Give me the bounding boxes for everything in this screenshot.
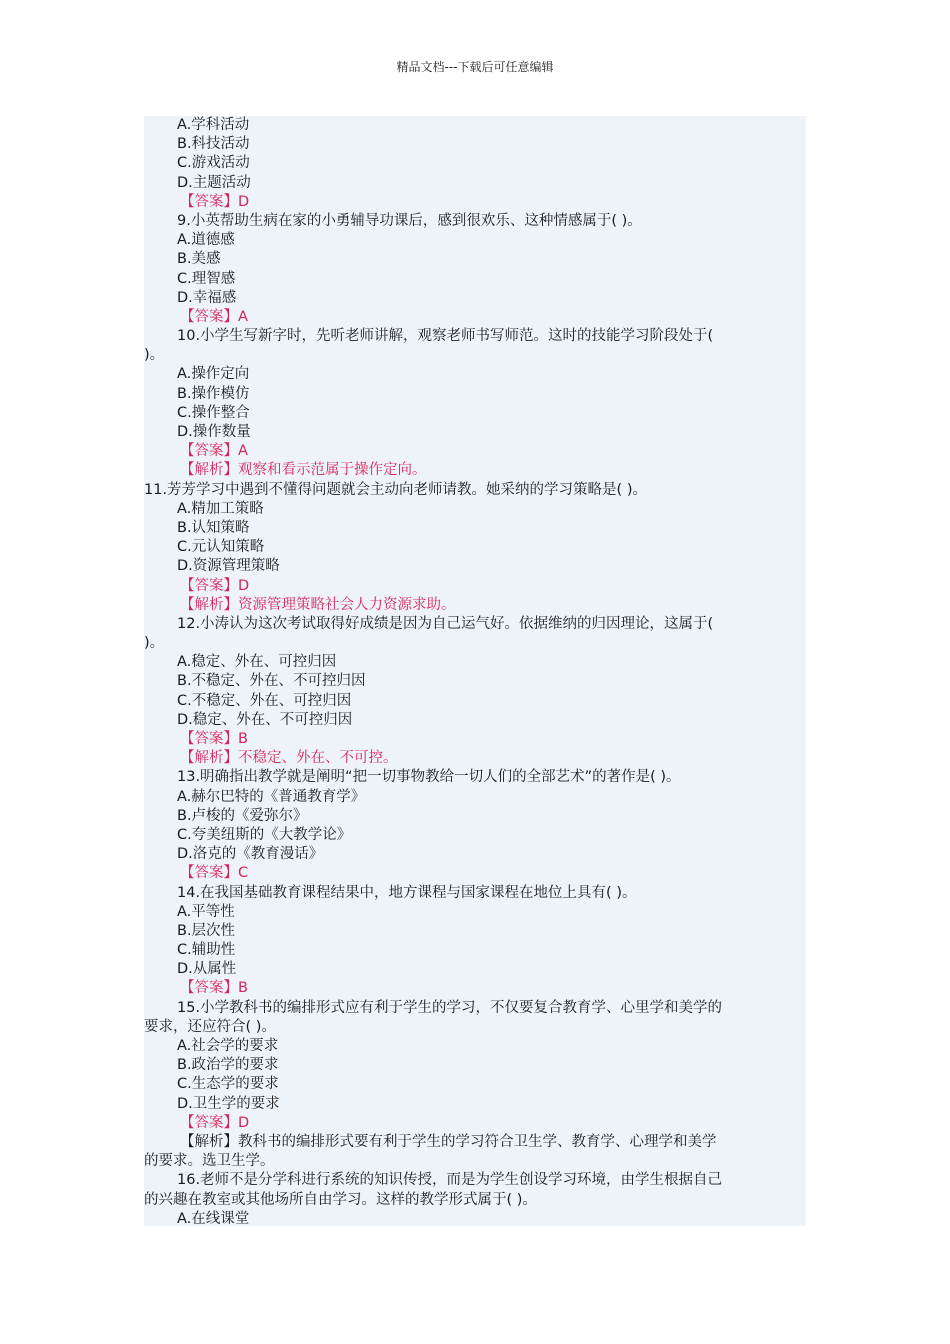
option-line: C.操作整合 — [177, 404, 250, 421]
option-line: A.社会学的要求 — [177, 1038, 279, 1054]
answer-line: 【答案】B — [180, 980, 248, 997]
question-line: 12.小涛认为这次考试取得好成绩是因为自己运气好。依据维纳的归因理论，这属于( — [177, 615, 714, 632]
analysis-line: 【解析】观察和看示范属于操作定向。 — [180, 462, 427, 479]
option-line: C.辅助性 — [177, 942, 236, 959]
option-line: D.主题活动 — [177, 174, 251, 191]
answer-line: 【答案】D — [180, 1114, 250, 1131]
option-line: C.生态学的要求 — [177, 1076, 279, 1093]
option-line: A.学科活动 — [177, 117, 250, 133]
option-line: A.操作定向 — [177, 366, 250, 383]
answer-line: 【答案】D — [180, 193, 250, 210]
answer-line: 【答案】D — [180, 577, 250, 594]
option-line: A.精加工策略 — [177, 500, 264, 517]
option-line: D.洛克的《教育漫话》 — [177, 846, 324, 863]
text-line: 要求，还应符合( )。 — [144, 1018, 276, 1035]
option-line: B.卢梭的《爱弥尔》 — [177, 807, 308, 824]
document-body — [144, 116, 806, 1226]
option-line: D.卫生学的要求 — [177, 1095, 280, 1112]
option-line: A.赫尔巴特的《普通教育学》 — [177, 788, 366, 805]
option-line: B.层次性 — [177, 922, 236, 939]
text-line: 的要求。选卫生学。 — [144, 1153, 275, 1170]
option-line: B.政治学的要求 — [177, 1057, 279, 1074]
page-header: 精品文档---下载后可任意编辑 — [396, 60, 554, 74]
analysis-line: 【解析】资源管理策略社会人力资源求助。 — [180, 596, 456, 613]
answer-line: 【答案】C — [180, 865, 249, 882]
option-line: C.夸美纽斯的《大教学论》 — [177, 826, 352, 843]
option-line: A.稳定、外在、可控归因 — [177, 654, 337, 671]
option-line: B.认知策略 — [177, 519, 250, 536]
option-line: C.游戏活动 — [177, 155, 250, 172]
option-line: C.元认知策略 — [177, 539, 265, 556]
answer-line: 【答案】A — [180, 443, 248, 460]
question-line: 10.小学生写新字时，先听老师讲解，观察老师书写师范。这时的技能学习阶段处于( — [177, 328, 714, 345]
option-line: A.平等性 — [177, 903, 235, 920]
analysis-line: 【解析】不稳定、外在、不可控。 — [180, 750, 398, 767]
option-line: D.幸福感 — [177, 289, 237, 306]
text-line: 11.芳芳学习中遇到不懂得问题就会主动向老师请教。她采纳的学习策略是( )。 — [144, 481, 647, 498]
option-line: D.操作数量 — [177, 424, 251, 440]
question-line: 14.在我国基础教育课程结果中，地方课程与国家课程在地位上具有( )。 — [177, 884, 637, 901]
answer-line: 【答案】A — [180, 308, 248, 325]
question-line: 13.明确指出教学就是阐明“把一切事物教给一切人们的全部艺术”的著作是( )。 — [177, 769, 681, 786]
text-line: )。 — [144, 347, 165, 364]
question-line: 15.小学教科书的编排形式应有利于学生的学习，不仅要复合教育学、心里学和美学的 — [177, 999, 723, 1016]
analysis-line: 【解析】教科书的编排形式要有利于学生的学习符合卫生学、教育学、心理学和美学 — [180, 1133, 717, 1150]
question-line: 9.小英帮助生病在家的小勇辅导功课后，感到很欢乐、这种情感属于( )。 — [177, 212, 642, 229]
option-line: D.稳定、外在、不可控归因 — [177, 711, 353, 728]
option-line: D.资源管理策略 — [177, 558, 280, 575]
option-line: C.不稳定、外在、可控归因 — [177, 692, 352, 709]
option-line: B.操作模仿 — [177, 385, 250, 402]
option-line: D.从属性 — [177, 961, 237, 978]
option-line: B.美感 — [177, 251, 221, 268]
option-line: A.道德感 — [177, 232, 235, 249]
text-line: )。 — [144, 635, 165, 652]
option-line: C.理智感 — [177, 270, 236, 287]
option-line: B.科技活动 — [177, 136, 250, 153]
text-line: 的兴趣在教室或其他场所自由学习。这样的教学形式属于( )。 — [144, 1191, 537, 1208]
question-line: 16.老师不是分学科进行系统的知识传授，而是为学生创设学习环境，由学生根据自己 — [177, 1172, 723, 1189]
option-line: A.在线课堂 — [177, 1210, 250, 1226]
answer-line: 【答案】B — [180, 731, 248, 747]
option-line: B.不稳定、外在、不可控归因 — [177, 673, 366, 690]
